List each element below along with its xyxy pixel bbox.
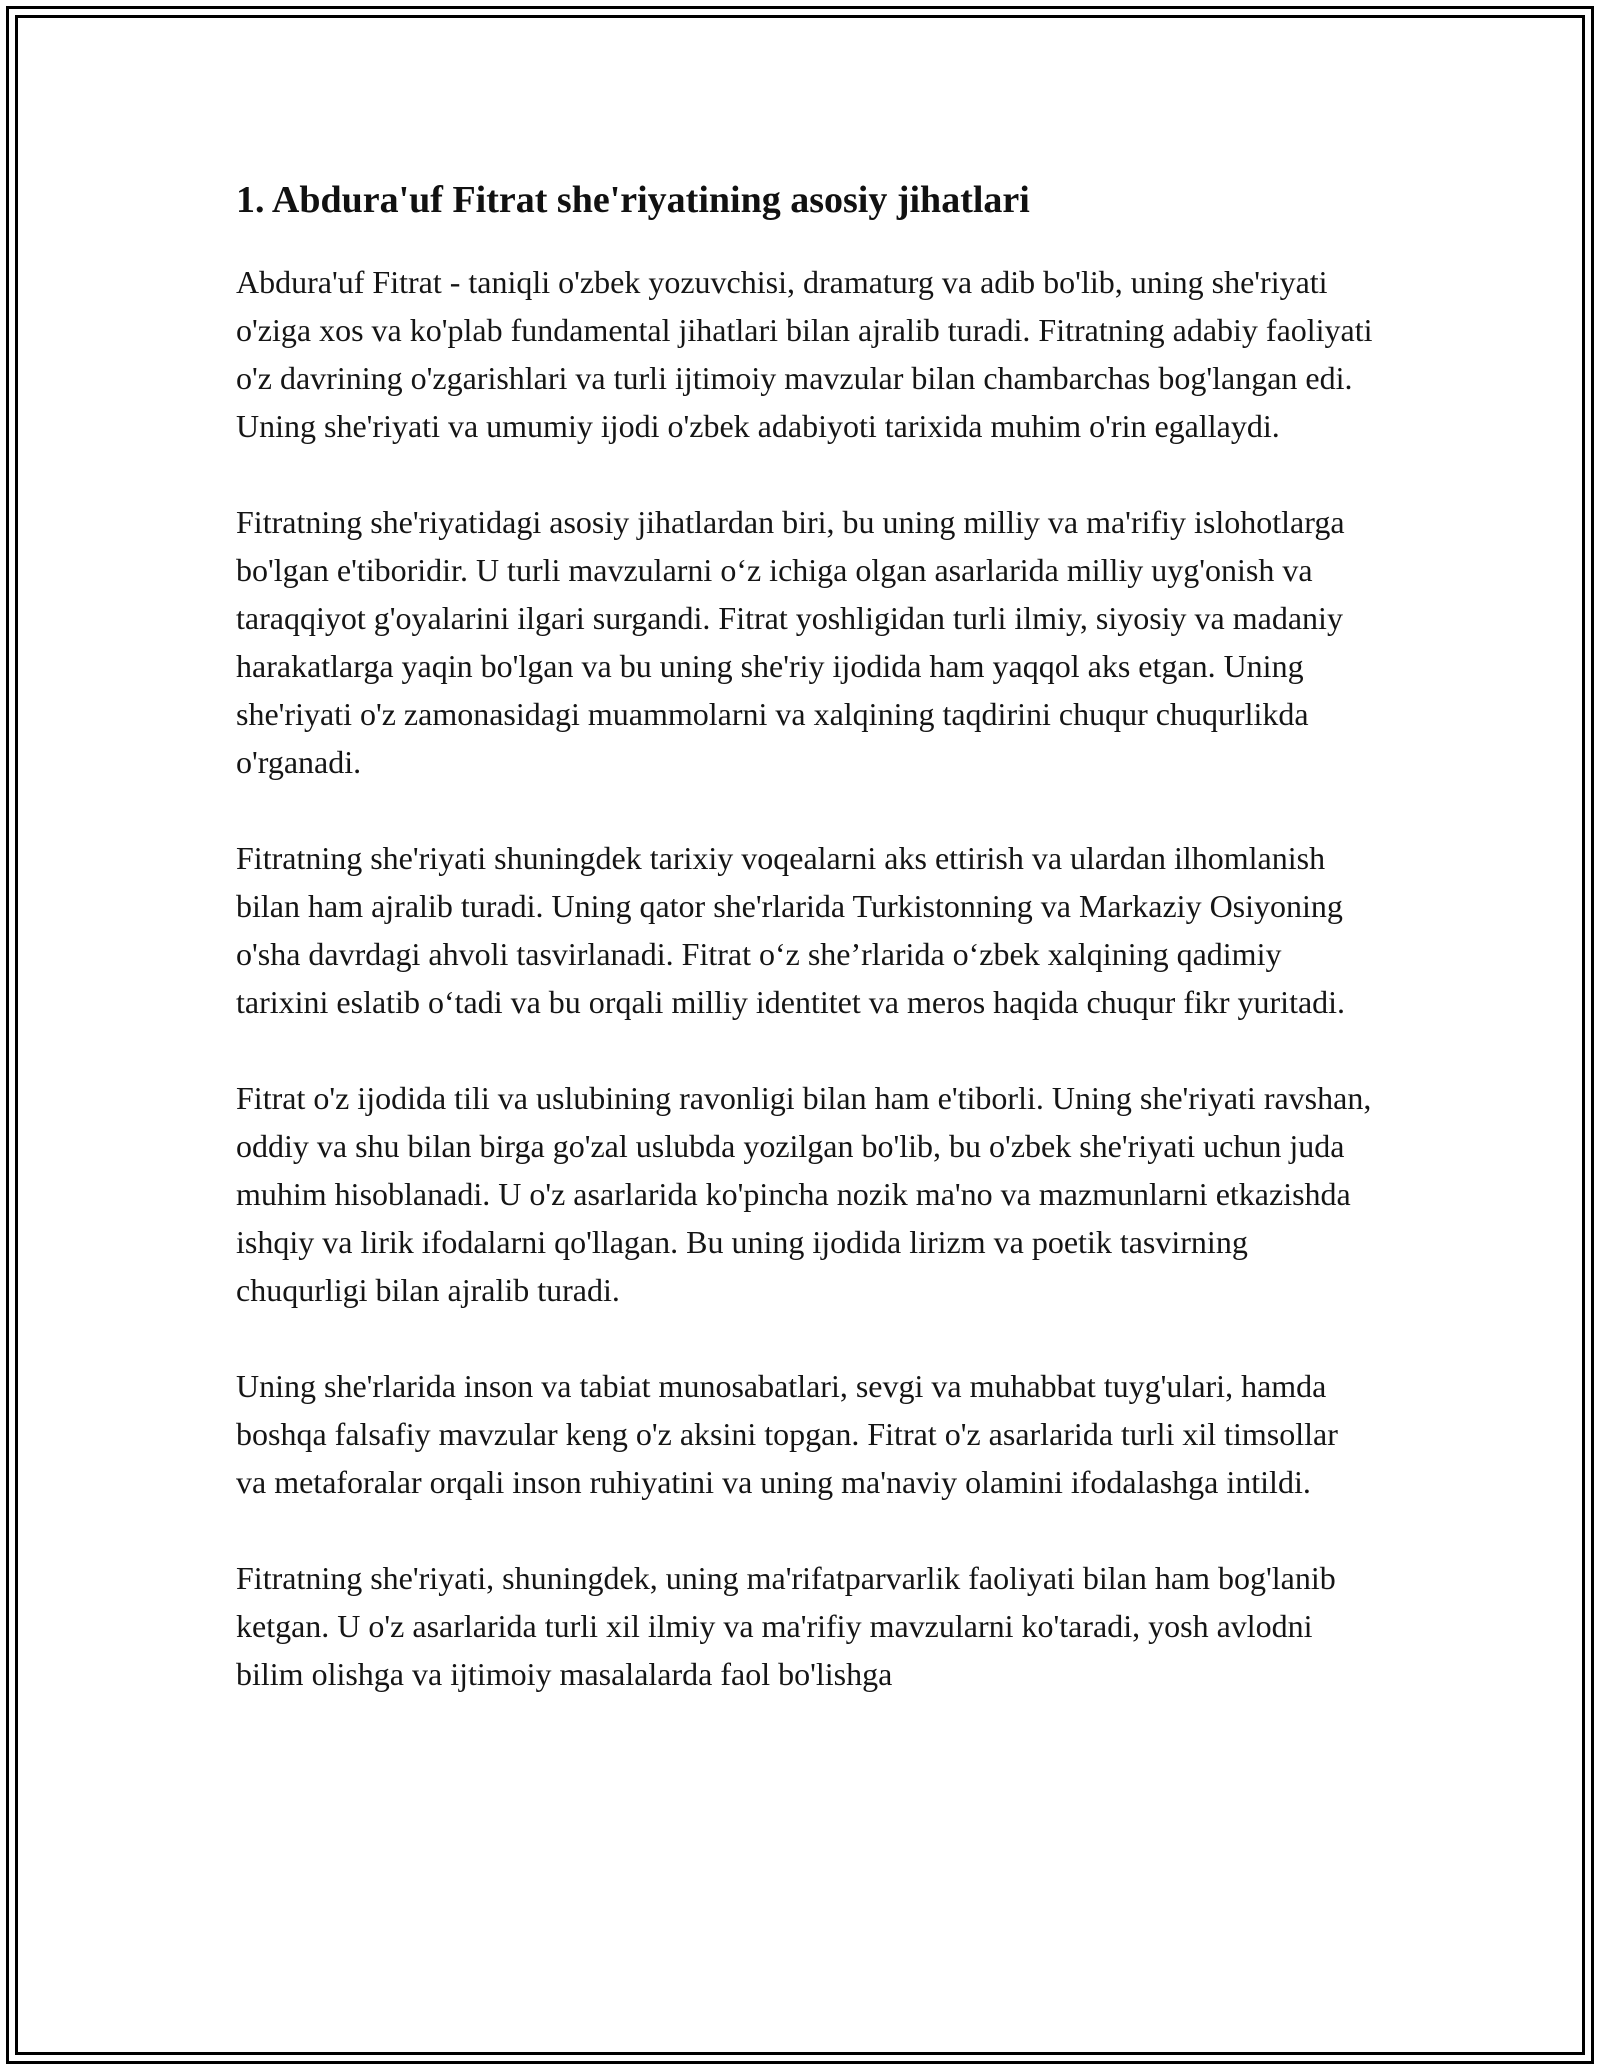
paragraph-6: Fitratning she'riyati, shuningdek, uning ma'rifatparvarlik faoliyati bilan ham bog'lanib ketgan. U o'z asarlarida turli xil ilmiy va ma'rifiy mavzularni ko'taradi, yosh avlodni bilim olishga va ijtimoiy masalalarda faol bo'lishga: [236, 1559, 1336, 1692]
section-heading: 1. Abdura'uf Fitrat she'riyatining asosiy jihatlari: [236, 179, 1030, 221]
paragraph-4: Fitrat o'z ijodida tili va uslubining ravonligi bilan ham e'tiborli. Uning she'riyati ravshan, oddiy va shu bilan birga go'zal uslubda yozilgan bo'lib, bu o'zbek she'riyati uchun juda muhim hisoblanadi. U o'z asarlarida ko'pincha nozik ma'no va mazmunlarni etkazishda ishqiy va lirik ifodalarni qo'llagan. Bu uning ijodida lirizm va poetik tasvirning chuqurligi bilan ajralib turadi.: [236, 1079, 1372, 1308]
paragraph-1: Abdura'uf Fitrat - taniqli o'zbek yozuvchisi, dramaturg va adib bo'lib, uning she'riyati o'ziga xos va ko'plab fundamental jihatlari bilan ajralib turadi. Fitratning adabiy faoliyati o'z davrining o'zgarishlari va turli ijtimoiy mavzular bilan chambarchas bog'langan edi. Uning she'riyati va umumiy ijodi o'zbek adabiyoti tarixida muhim o'rin egallaydi.: [236, 263, 1373, 444]
paragraph-5: Uning she'rlarida inson va tabiat munosabatlari, sevgi va muhabbat tuyg'ulari, hamda boshqa falsafiy mavzular keng o'z aksini topgan. Fitrat o'z asarlarida turli xil timsollar va metaforalar orqali inson ruhiyatini va uning ma'naviy olamini ifodalashga intildi.: [236, 1367, 1338, 1500]
paragraph-3: Fitratning she'riyati shuningdek tarixiy voqealarni aks ettirish va ulardan ilhomlanish bilan ham ajralib turadi. Uning qator she'rlarida Turkistonning va Markaziy Osiyoning o'sha davrdagi ahvoli tasvirlanadi. Fitrat o‘z she’rlarida o‘zbek xalqining qadimiy tarixini eslatib o‘tadi va bu orqali milliy identitet va meros haqida chuqur fikr yuritadi.: [236, 839, 1346, 1020]
document-page: [236, 178, 1376, 1746]
paragraph-2: Fitratning she'riyatidagi asosiy jihatlardan biri, bu uning milliy va ma'rifiy islohotlarga bo'lgan e'tiboridir. U turli mavzularni o‘z ichiga olgan asarlarida milliy uyg'onish va taraqqiyot g'oyalarini ilgari surgandi. Fitrat yoshligidan turli ilmiy, siyosiy va madaniy harakatlarga yaqin bo'lgan va bu uning she'riy ijodida ham yaqqol aks etgan. Uning she'riyati o'z zamonasidagi muammolarni va xalqining taqdirini chuqur chuqurlikda o'rganadi.: [236, 503, 1345, 780]
